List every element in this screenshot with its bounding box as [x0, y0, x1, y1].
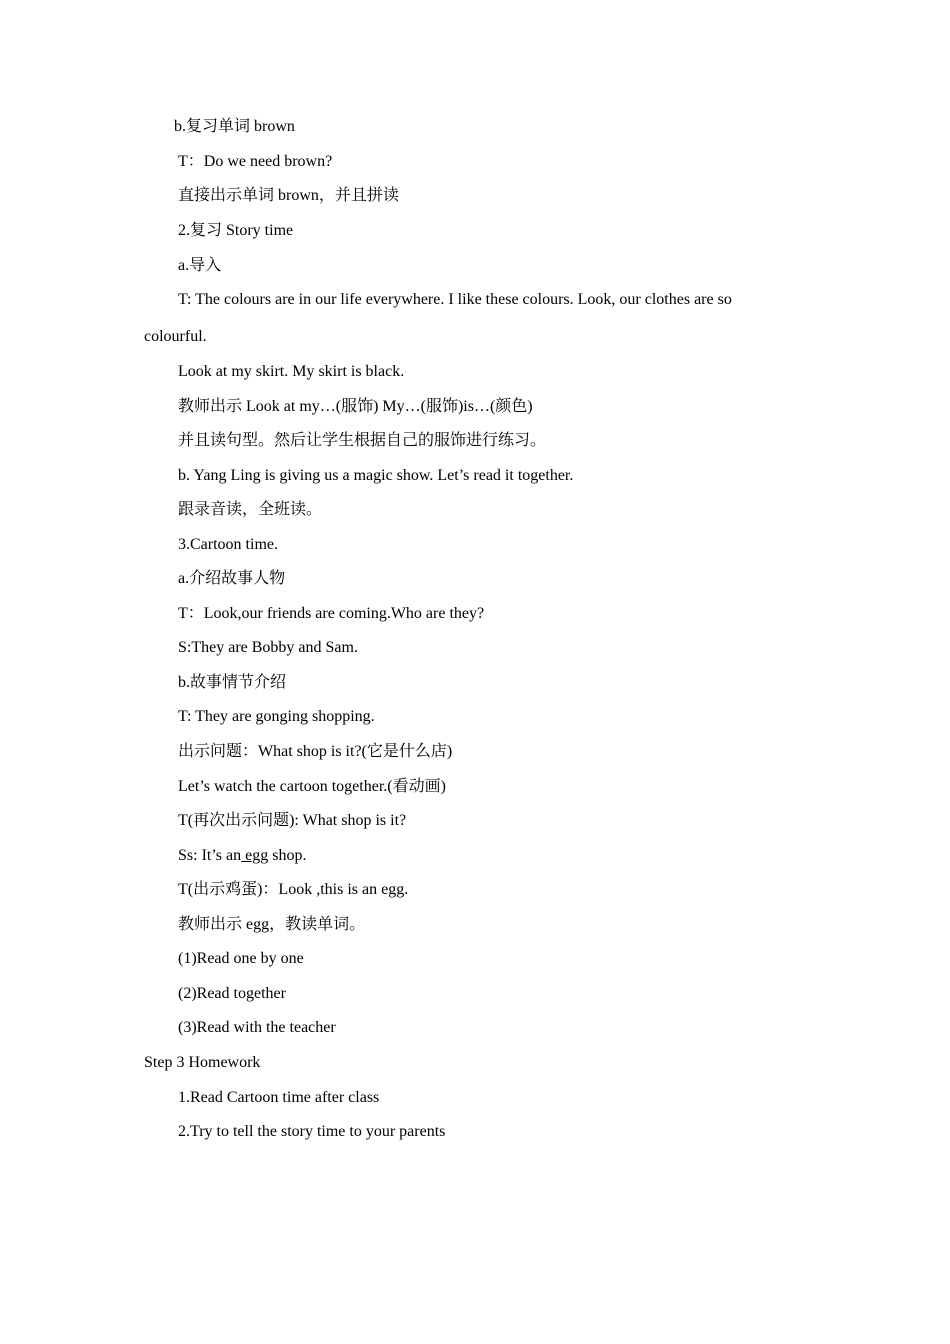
doc-line: (2)Read together	[178, 985, 286, 1002]
doc-line: T(再次出示问题): What shop is it?	[178, 812, 407, 829]
doc-line: 教师出示 egg，教读单词。	[178, 916, 366, 933]
doc-line: 教师出示 Look at my…(服饰) My…(服饰)is…(颜色)	[178, 398, 533, 415]
doc-line: b.复习单词 brown	[174, 118, 295, 135]
ss-line-prefix: Ss: It’s an	[178, 847, 242, 864]
doc-line: T: They are gonging shopping.	[178, 708, 375, 725]
doc-line: b. Yang Ling is giving us a magic show. Let’s read it together.	[178, 467, 574, 484]
ss-line-suffix: shop.	[268, 847, 307, 864]
doc-line: 2.复习 Story time	[178, 222, 294, 239]
doc-line: 3.Cartoon time.	[178, 536, 278, 553]
section-heading: Step 3 Homework	[144, 1054, 261, 1071]
doc-line: 出示问题：What shop is it?(它是什么店)	[178, 743, 453, 760]
doc-line: 2.Try to tell the story time to your parents	[178, 1123, 446, 1140]
doc-line: 直接出示单词 brown，并且拼读	[178, 187, 399, 204]
doc-line: S:They are Bobby and Sam.	[178, 639, 358, 656]
doc-line: T：Look,our friends are coming.Who are they?	[178, 605, 485, 622]
doc-line: Let’s watch the cartoon together.(看动画)	[178, 778, 446, 795]
doc-line: b.故事情节介绍	[178, 674, 287, 691]
doc-line: Look at my skirt. My skirt is black.	[178, 363, 405, 380]
ss-line-underlined-word: egg	[241, 847, 269, 864]
doc-line: 并且读句型。然后让学生根据自己的服饰进行练习。	[178, 432, 547, 449]
doc-line: colourful.	[144, 328, 207, 345]
doc-line: 跟录音读，全班读。	[178, 501, 323, 518]
doc-line: (1)Read one by one	[178, 950, 304, 967]
doc-line: T：Do we need brown?	[178, 153, 333, 170]
ss-line	[178, 846, 306, 866]
doc-line: a.介绍故事人物	[178, 570, 286, 587]
doc-line: 1.Read Cartoon time after class	[178, 1089, 380, 1106]
doc-line: T(出示鸡蛋)：Look ,this is an egg.	[178, 881, 409, 898]
doc-line: a.导入	[178, 257, 222, 274]
doc-line: (3)Read with the teacher	[178, 1019, 336, 1036]
doc-line: T: The colours are in our life everywhere. I like these colours. Look, our clothes are so	[178, 291, 732, 308]
